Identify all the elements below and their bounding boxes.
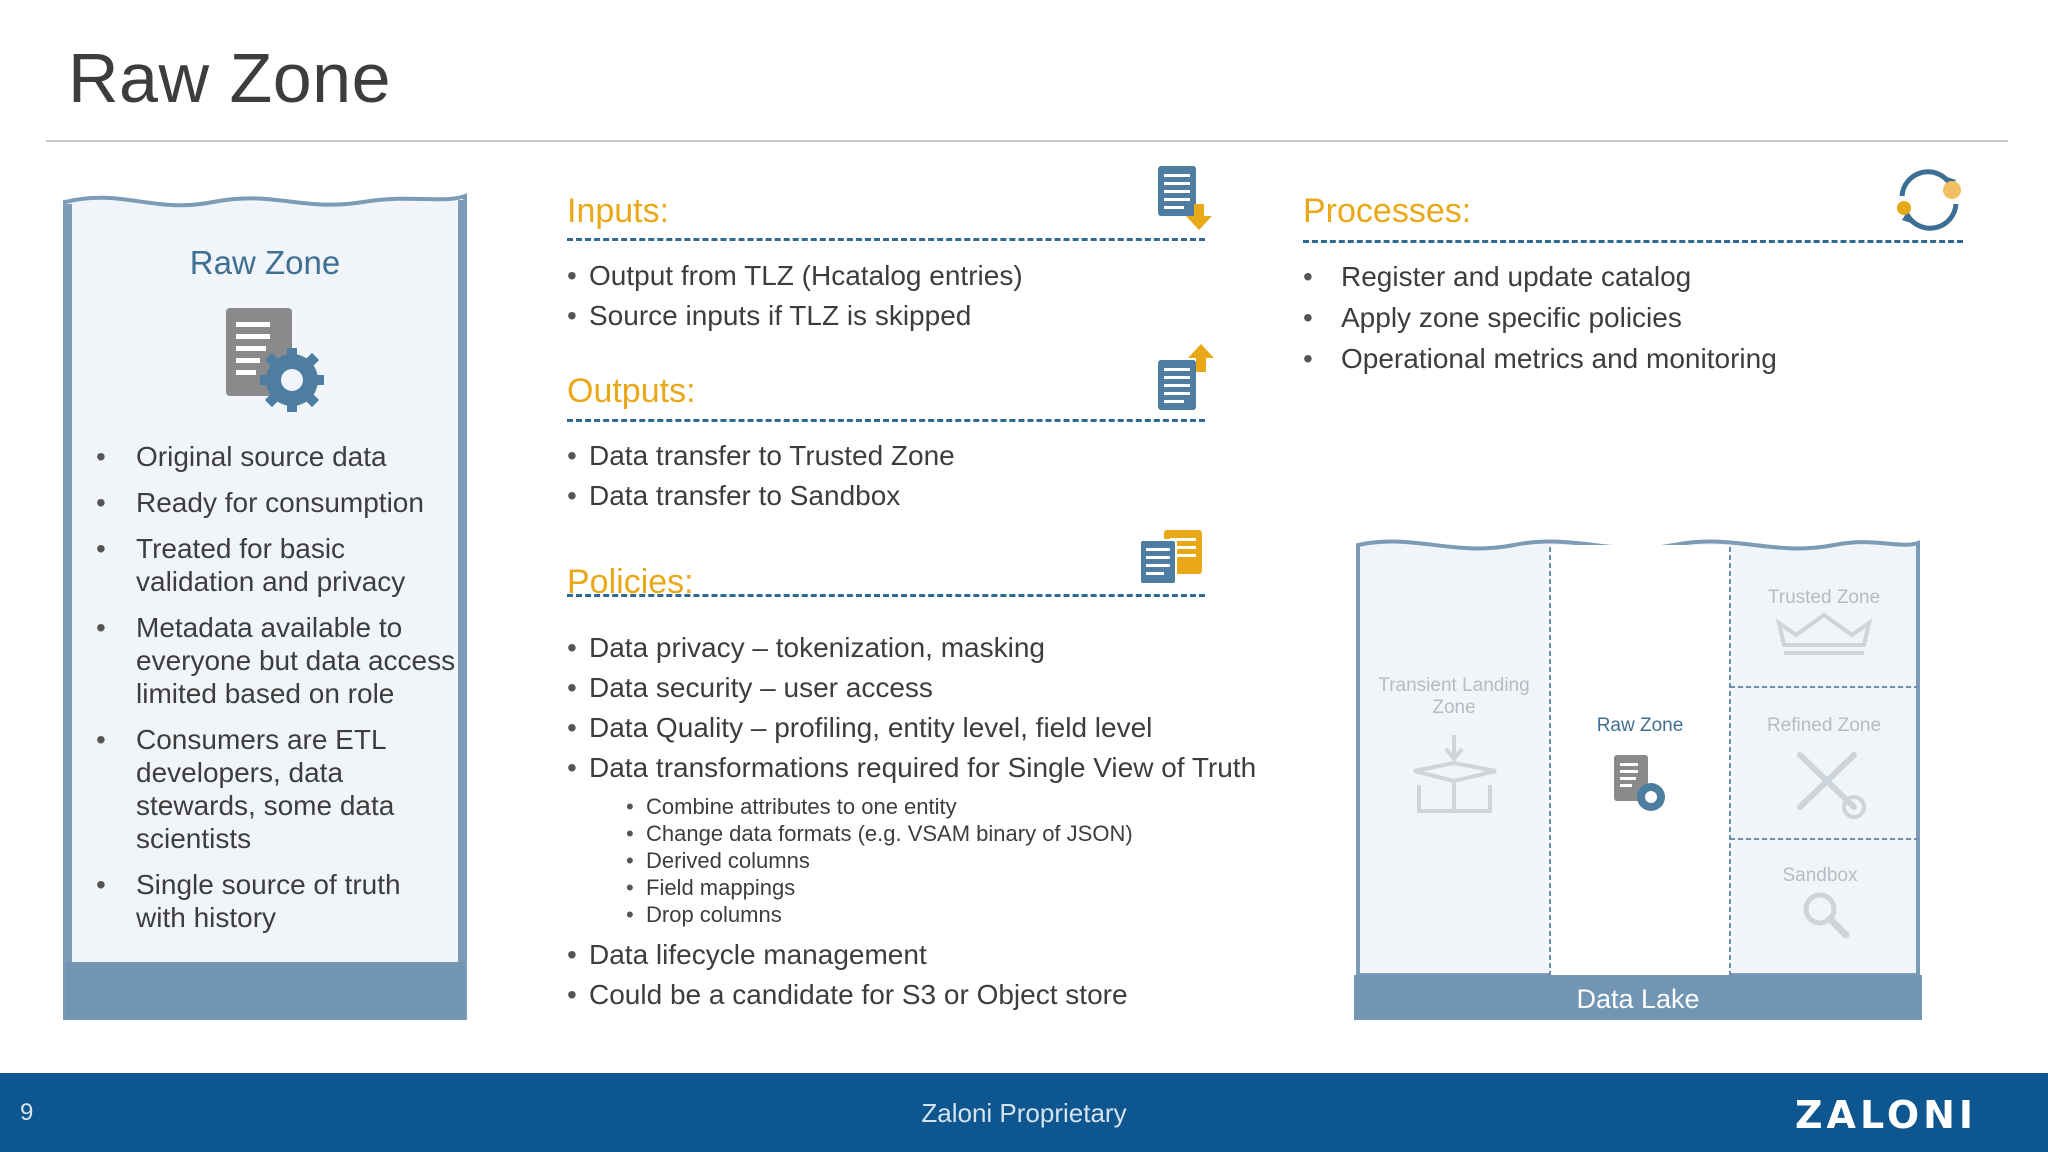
list-item: • Combine attributes to one entity <box>626 793 1226 820</box>
list-item: • Data privacy – tokenization, masking <box>567 628 1267 668</box>
document-upload-icon <box>1156 342 1214 412</box>
policies-heading: Policies: <box>567 563 694 601</box>
list-item: • Apply zone specific policies <box>1303 297 1963 338</box>
raw-zone-label: Raw Zone <box>1596 715 1684 736</box>
refined-zone-label: Refined Zone <box>1766 715 1882 736</box>
policies-list <box>567 628 1267 788</box>
page-title: Raw Zone <box>68 39 392 117</box>
transient-zone-label: Transient Landing Zone <box>1378 675 1530 718</box>
title-divider <box>46 140 2008 142</box>
policies-divider <box>567 594 1205 597</box>
list-item: • Data transfer to Trusted Zone <box>567 436 1207 476</box>
footer-text: Zaloni Proprietary <box>921 1098 1127 1128</box>
list-item: • Single source of truth with history <box>96 868 456 934</box>
list-item: • Could be a candidate for S3 or Object store <box>567 975 1267 1015</box>
outputs-divider <box>567 419 1205 422</box>
raw-zone-bullets <box>96 440 456 947</box>
outputs-list <box>567 436 1207 516</box>
list-item: • Data transfer to Sandbox <box>567 476 1207 516</box>
list-item: • Derived columns <box>626 847 1226 874</box>
list-item: • Data transformations required for Single View of Truth <box>567 748 1267 788</box>
list-item: • Field mappings <box>626 874 1226 901</box>
zaloni-logo: ZALONI <box>1795 1093 1978 1137</box>
outputs-heading: Outputs: <box>567 372 696 410</box>
inputs-divider <box>567 238 1205 241</box>
document-download-icon <box>1156 164 1214 232</box>
list-item: • Drop columns <box>626 901 1226 928</box>
list-item: • Output from TLZ (Hcatalog entries) <box>567 256 1207 296</box>
list-item: • Consumers are ETL developers, data stewards, some data scientists <box>96 723 456 855</box>
panel-title: Raw Zone <box>189 244 341 281</box>
list-item: • Source inputs if TLZ is skipped <box>567 296 1207 336</box>
document-gear-icon <box>226 308 326 414</box>
trusted-zone-label: Trusted Zone <box>1767 587 1881 608</box>
data-lake-footer: Data Lake <box>1354 975 1922 1020</box>
processes-list <box>1303 256 1963 379</box>
list-item: • Register and update catalog <box>1303 256 1963 297</box>
inputs-heading: Inputs: <box>567 192 670 230</box>
policies-list-continued <box>567 935 1267 1015</box>
page-number: 9 <box>20 1099 34 1126</box>
sandbox-label: Sandbox <box>1782 865 1858 886</box>
processes-divider <box>1303 240 1963 243</box>
list-item: • Operational metrics and monitoring <box>1303 338 1963 379</box>
list-item: • Data lifecycle management <box>567 935 1267 975</box>
list-item: • Change data formats (e.g. VSAM binary of JSON) <box>626 820 1226 847</box>
inputs-list <box>567 256 1207 336</box>
refresh-cycle-icon <box>1894 168 1964 232</box>
raw-zone-panel <box>63 190 467 1020</box>
transformations-sublist <box>626 793 1226 928</box>
list-item: • Ready for consumption <box>96 486 456 519</box>
policy-documents-icon <box>1138 528 1204 586</box>
data-lake-diagram <box>1354 535 1922 1020</box>
list-item: • Data Quality – profiling, entity level, field level <box>567 708 1267 748</box>
processes-heading: Processes: <box>1303 192 1472 230</box>
list-item: • Original source data <box>96 440 456 473</box>
list-item: • Metadata available to everyone but data access limited based on role <box>96 611 456 710</box>
list-item: • Treated for basic validation and privacy <box>96 532 456 598</box>
list-item: • Data security – user access <box>567 668 1267 708</box>
